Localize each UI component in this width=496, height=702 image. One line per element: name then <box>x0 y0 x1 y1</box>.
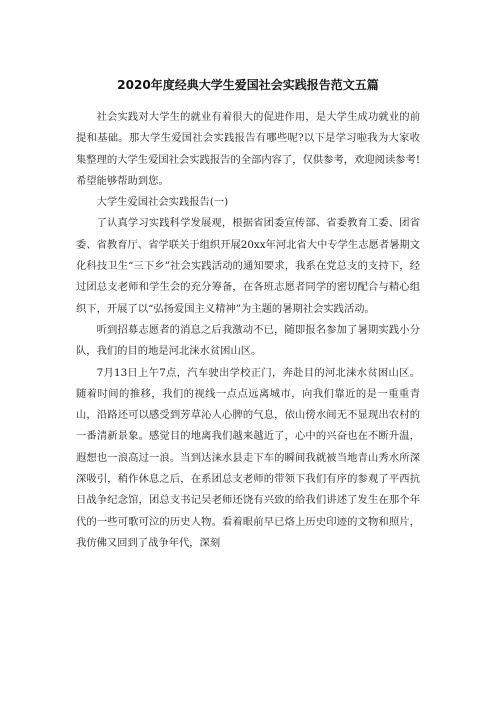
paragraph-background: 了认真学习实践科学发展观，根据省团委宣传部、省委教育工委、团省委、省教育厅、省学联关于组织开展20xx年河北省大中专学生志愿者暑期文化科技卫生“三下乡”社会实践活动的通知要求，我系在党总支的支持下，经过团总支老师和学生会的充分筹备，在各班志愿者同学的密切配合与精心组织下，开展了以“弘扬爱国主义精神”为主题的暑期社会实践活动。 <box>76 217 420 315</box>
document-title: 2020年度经典大学生爱国社会实践报告范文五篇 <box>117 78 379 92</box>
paragraph-intro: 社会实践对大学生的就业有着很大的促进作用，是大学生成功就业的前提和基础。那大学生爱国社会实践报告有哪些呢?以下是学习啦我为大家收集整理的大学生爱国社会实践报告的全部内容了，仅供参考，欢迎阅读参考!希望能够帮助到您。 <box>76 111 420 187</box>
section-heading: 大学生爱国社会实践报告(一) <box>96 196 229 209</box>
document-body <box>76 107 420 554</box>
paragraph-journey: 7月13日上午7点，汽车驶出学校正门，奔赴目的河北涞水贫困山区。随着时间的推移，我们的视线一点点远离城市，向我们靠近的是一重重青山，沿路还可以感受到芳草沁人心脾的气息，依山傍水间无不显现出农村的一番清新景象。感觉目的地离我们越来越近了，心中的兴奋也在不断升温，遐想也一浪高过一浪。当到达涞水县走下车的瞬间我就被当地青山秀水所深深吸引，稍作休息之后，在系团总支老师的带领下我们有序的参观了平西抗日战争纪念馆，团总支书记吴老师还饶有兴致的给我们讲述了发生在那个年代的一些可歌可泣的历史人物。看着眼前早已烙上历史印迹的文物和照片，我仿佛又回到了战争年代，深刻 <box>76 366 420 549</box>
paragraph-volunteer: 听到招募志愿者的消息之后我激动不已，随即报名参加了暑期实践小分队，我们的目的地是河北涞水贫困山区。 <box>76 323 420 358</box>
